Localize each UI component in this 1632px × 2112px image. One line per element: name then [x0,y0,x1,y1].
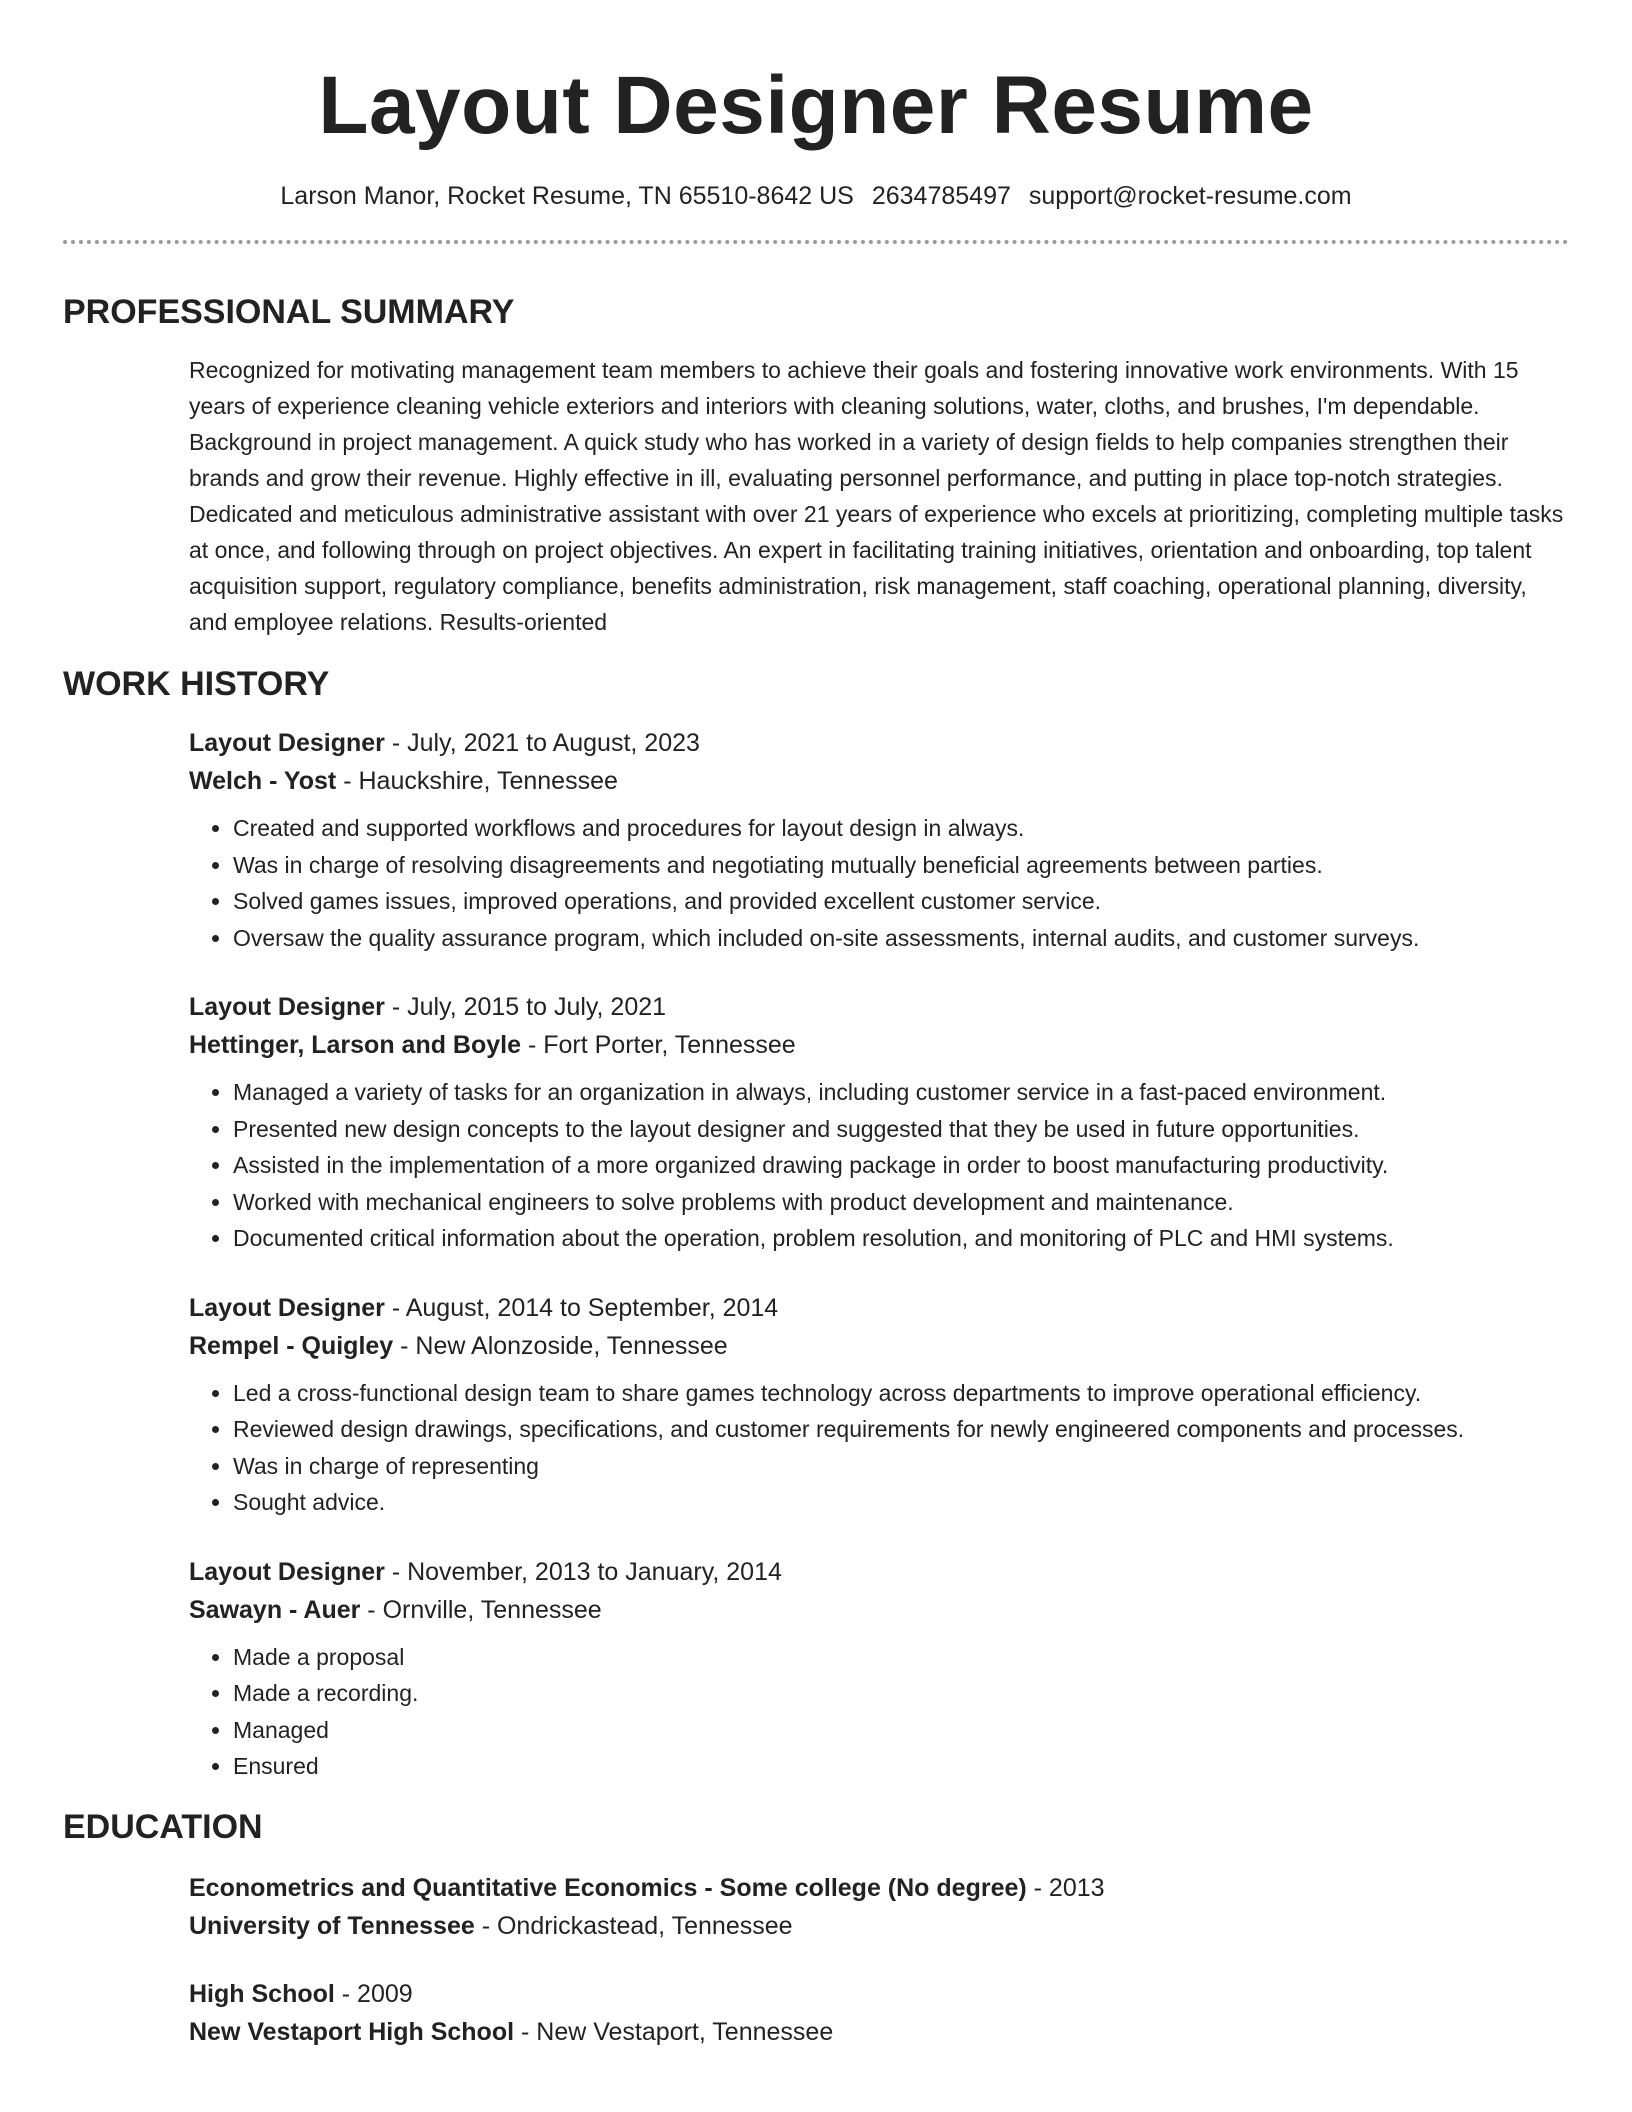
duty-item: • Made a recording. [233,1675,1632,1712]
job-entry [189,724,1632,956]
duty-item: • Managed [233,1712,1632,1749]
job-entry [189,988,1632,1257]
duty-item: • Managed a variety of tasks for an organization in always, including customer service in a fast-paced environment. [233,1074,1632,1111]
duty-item: • Assisted in the implementation of a more organized drawing package in order to boost manufacturing productivity. [233,1147,1632,1184]
job-dates: - July, 2015 to July, 2021 [384,993,667,1021]
job-location: - New Alonzoside, Tennessee [393,1331,728,1360]
duty-item: • Oversaw the quality assurance program, which included on-site assessments, internal audits, and customer surveys. [233,920,1632,957]
job-title: Layout Designer [189,1293,385,1322]
job-company: Rempel - Quigley [189,1331,394,1360]
work-history-heading: WORK HISTORY [63,665,330,703]
job-company: Sawayn - Auer [189,1595,361,1624]
duty-item: • Led a cross-functional design team to share games technology across departments to improve operational efficiency. [233,1375,1632,1412]
job-title-line [189,988,1632,1026]
education-year: - 2009 [334,1979,413,2008]
job-company-line [189,1026,1632,1064]
job-duties [189,1074,1632,1257]
education-entry [189,1975,1632,2051]
education-degree-line [189,1975,1632,2013]
education-year: - 2013 [1026,1873,1105,1902]
education-heading: EDUCATION [63,1807,263,1846]
job-company: Welch - Yost [189,767,337,795]
duty-item: • Presented new design concepts to the layout designer and suggested that they be used in future opportunities. [233,1111,1632,1148]
job-dates: - July, 2021 to August, 2023 [384,729,700,757]
duty-item: • Sought advice. [233,1484,1632,1521]
contact-phone: 2634785497 [871,182,1011,210]
job-company-line [189,1327,1632,1365]
header-divider [63,240,1569,244]
job-location: - Fort Porter, Tennessee [521,1031,796,1059]
job-title: Layout Designer [189,993,385,1021]
job-company-line [189,1591,1632,1629]
job-company: Hettinger, Larson and Boyle [189,1031,522,1059]
duty-item: • Worked with mechanical engineers to solve problems with product development and maintenance. [233,1184,1632,1221]
education-location: - Ondrickastead, Tennessee [474,1911,793,1940]
duty-item: • Was in charge of representing [233,1448,1632,1485]
job-entry [189,1289,1632,1521]
duty-item: • Documented critical information about the operation, problem resolution, and monitoring of PLC and HMI systems. [233,1220,1632,1257]
job-duties [189,1639,1632,1785]
job-title: Layout Designer [189,729,385,757]
contact-email: support@rocket-resume.com [1028,182,1352,210]
job-title-line [189,1553,1632,1591]
job-title-line [189,1289,1632,1327]
job-dates: - November, 2013 to January, 2014 [384,1557,782,1586]
education-school-line [189,2013,1632,2051]
job-duties [189,810,1632,956]
education-school-line [189,1907,1632,1945]
education-school: University of Tennessee [189,1911,475,1940]
job-location: - Hauckshire, Tennessee [336,767,618,795]
duty-item: • Ensured [233,1748,1632,1785]
duty-item: • Created and supported workflows and procedures for layout design in always. [233,810,1632,847]
resume-title: Layout Designer Resume [318,60,1314,151]
summary-text: Recognized for motivating management team members to achieve their goals and fostering innovative work environments. With 15 years of experience cleaning vehicle exteriors and interiors with cleaning solutions, water, cloths, and brushes, I'm dependable. Background in project management. A quick study who has worked in a variety of design fields to help companies strengthen their brands and grow their revenue. Highly effective in ill, evaluating personnel performance, and putting in place top-notch strategies. Dedicated and meticulous administrative assistant with over 21 years of experience who excels at prioritizing, completing multiple tasks at once, and following through on project objectives. An expert in facilitating training initiatives, orientation and onboarding, top talent acquisition support, regulatory compliance, benefits administration, risk management, staff coaching, operational planning, diversity, and employee relations. Results-oriented [189,357,1564,635]
contact-address: Larson Manor, Rocket Resume, TN 65510-8642 US [280,182,854,210]
job-duties [189,1375,1632,1521]
summary-heading: PROFESSIONAL SUMMARY [63,293,515,331]
education-degree-line [189,1869,1632,1907]
duty-item: • Reviewed design drawings, specifications, and customer requirements for newly engineered components and processes. [233,1411,1632,1448]
duty-item: • Was in charge of resolving disagreements and negotiating mutually beneficial agreements between parties. [233,847,1632,884]
job-entry [189,1553,1632,1785]
education-degree: High School [189,1979,335,2008]
job-title-line [189,724,1632,762]
job-location: - Ornville, Tennessee [360,1595,602,1624]
duty-item: • Solved games issues, improved operations, and provided excellent customer service. [233,883,1632,920]
education-degree: Econometrics and Quantitative Economics - Some college (No degree) [189,1873,1027,1902]
education-school: New Vestaport High School [189,2017,515,2046]
contact-line [0,180,1632,212]
job-company-line [189,762,1632,800]
education-location: - New Vestaport, Tennessee [514,2017,834,2046]
education-entry [189,1869,1632,1945]
duty-item: • Made a proposal [233,1639,1632,1676]
job-title: Layout Designer [189,1557,385,1586]
job-dates: - August, 2014 to September, 2014 [384,1293,779,1322]
